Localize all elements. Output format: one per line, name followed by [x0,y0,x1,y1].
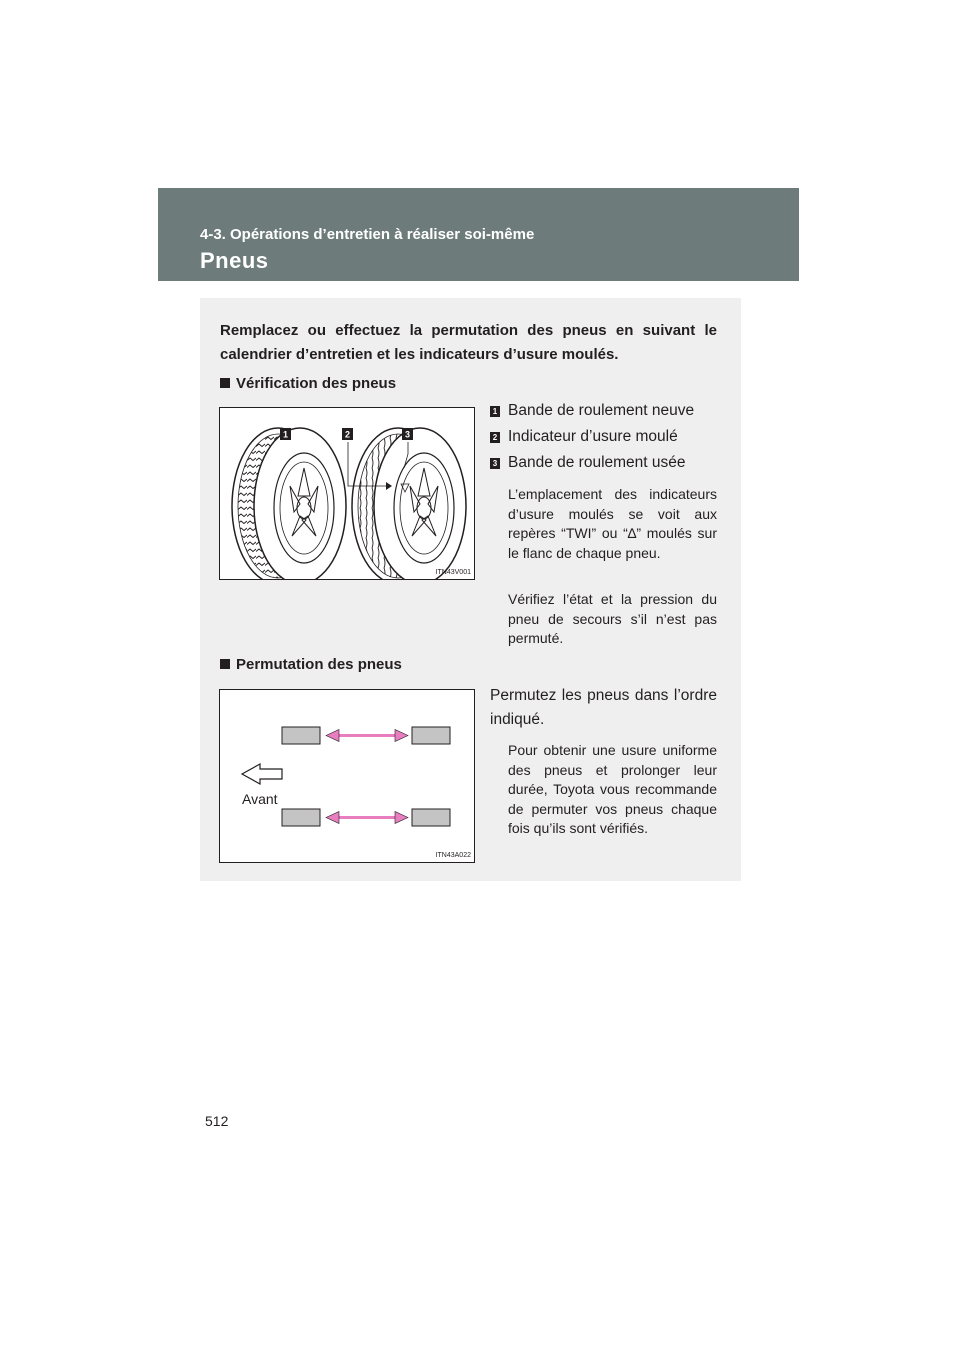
callout-3-label: Bande de roulement usée [508,454,686,471]
tire-rotation-heading [220,656,402,673]
rotation-note: Pour obtenir une usure uniforme des pneus et prolonger leur durée, Toyota vous recommande de permuter vos pneus chaque fois qu’ils sont vérifiés. [508,742,717,836]
callout-1 [490,402,694,420]
figure-marker-1 [280,428,291,440]
figure-marker-3 [402,428,413,440]
callout-1-number: 1 [490,406,500,417]
tire-check-heading-text: Vérification des pneus [236,375,397,392]
callout-2-label: Indicateur d’usure moulé [508,428,678,445]
bullet-square-icon [220,378,230,388]
callout-3 [490,454,686,472]
figure-marker-2-label: 2 [344,429,351,440]
bullet-square-icon [220,659,230,669]
callout-2 [490,428,678,446]
content-panel [200,298,741,881]
rear-swap-arrow [326,812,408,824]
tire-rotation-figure [219,689,475,863]
rear-right-tire [412,809,450,826]
intro-text: Remplacez ou effectuez la permutation des pneus en suivant le calendrier d’entretien et les indicateurs d’usure moulés. [220,322,717,363]
callout-3-number: 3 [490,458,500,469]
tire-check-heading [220,375,396,392]
figure-marker-1-label: 1 [282,429,289,440]
front-left-tire [282,727,320,744]
page-number: 512 [205,1113,229,1129]
wear-indicator-note: L’emplacement des indicateurs d’usure moulés se voit aux repères “TWI” ou “∆” moulés sur le flanc de chaque pneu. [508,486,717,561]
tire-tread-figure [219,407,475,580]
tire-tread-illustration [220,408,474,579]
section-title: 4-3. Opérations d’entretien à réaliser soi-même [200,226,535,243]
page-title: Pneus [200,248,269,273]
figure-marker-3-label: 3 [404,429,411,440]
rear-left-tire [282,809,320,826]
spare-tire-note: Vérifiez l’état et la pression du pneu de secours s’il n’est pas permuté. [508,591,717,646]
front-swap-arrow [326,730,408,742]
callout-2-number: 2 [490,432,500,443]
front-arrow-icon [242,764,282,784]
section-header [158,188,799,281]
figure-code: ITN43V001 [435,569,471,576]
rotation-instruction: Permutez les pneus dans l’ordre indiqué. [490,687,717,728]
figure-marker-2 [342,428,353,440]
tire-rotation-heading-text: Permutation des pneus [236,656,402,673]
callout-1-label: Bande de roulement neuve [508,402,695,419]
front-right-tire [412,727,450,744]
tire-rotation-diagram [220,690,474,862]
figure-code: ITN43A022 [435,852,471,859]
front-label: Avant [242,791,278,807]
